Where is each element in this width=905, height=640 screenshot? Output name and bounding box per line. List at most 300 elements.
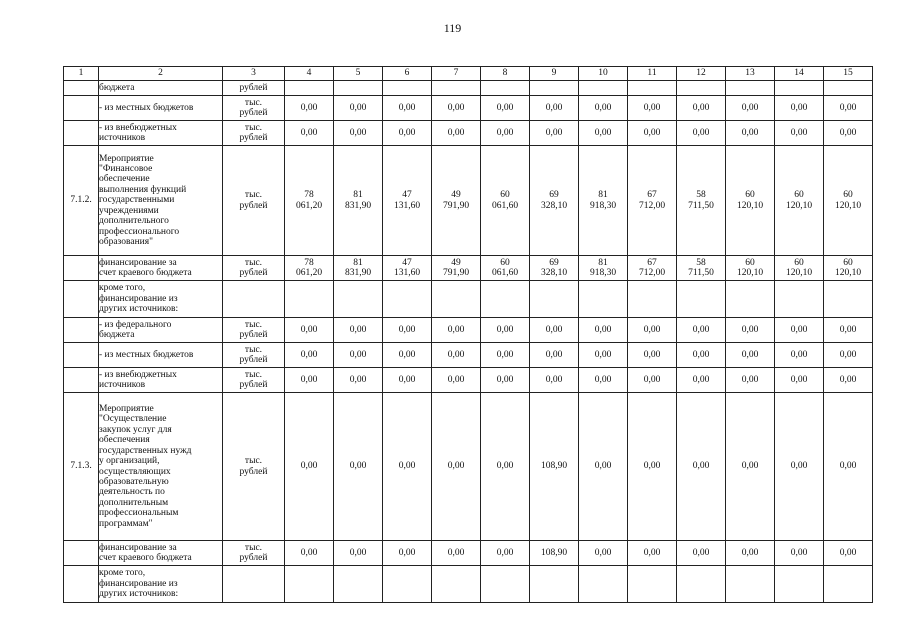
value-text: 0,00	[643, 461, 661, 472]
row-number	[64, 121, 99, 146]
value-text: 0,00	[790, 461, 808, 472]
table-header-row	[64, 67, 873, 81]
value-text: 0,00	[839, 324, 857, 335]
value-text: 60 120,10	[736, 190, 764, 211]
value-cell-col-5	[334, 256, 383, 281]
value-text: 0,00	[349, 102, 367, 113]
value-text: 0,00	[349, 461, 367, 472]
value-text: 0,00	[496, 102, 514, 113]
column-header-9: 9	[530, 67, 579, 81]
value-text: 0,00	[790, 349, 808, 360]
value-cell-col-12	[677, 541, 726, 566]
row-name	[99, 566, 223, 603]
value-text: 0,00	[398, 547, 416, 558]
value-text: 0,00	[839, 374, 857, 385]
value-text: 49 791,90	[442, 257, 470, 278]
value-cell-col-7	[432, 343, 481, 368]
row-unit	[223, 318, 285, 343]
value-cell-col-14	[775, 96, 824, 121]
value-cell-col-14	[775, 318, 824, 343]
row-name	[99, 281, 223, 318]
column-header-14: 14	[775, 67, 824, 81]
value-cell-col-12	[677, 81, 726, 96]
value-cell-col-6	[383, 318, 432, 343]
value-text: 0,00	[741, 349, 759, 360]
value-text: 67 712,00	[638, 190, 666, 211]
value-text: 0,00	[594, 461, 612, 472]
value-text: 0,00	[741, 461, 759, 472]
value-cell-col-12	[677, 146, 726, 256]
value-text: 0,00	[594, 547, 612, 558]
value-text: 0,00	[839, 547, 857, 558]
row-unit	[223, 393, 285, 541]
value-cell-col-11	[628, 281, 677, 318]
row-name-text: - из местных бюджетов	[99, 349, 194, 360]
value-text: 0,00	[741, 374, 759, 385]
value-text: 60 120,10	[785, 190, 813, 211]
row-unit	[223, 541, 285, 566]
value-cell-col-14	[775, 343, 824, 368]
value-text: 58 711,50	[688, 257, 714, 278]
value-cell-col-11	[628, 256, 677, 281]
value-cell-col-6	[383, 146, 432, 256]
value-text: 0,00	[349, 349, 367, 360]
value-cell-col-11	[628, 318, 677, 343]
value-cell-col-4	[285, 566, 334, 603]
row-name	[99, 146, 223, 256]
value-cell-col-12	[677, 566, 726, 603]
value-text: 81 831,90	[344, 257, 372, 278]
value-cell-col-4	[285, 146, 334, 256]
value-text: 0,00	[398, 127, 416, 138]
row-unit-text: тыс. рублей	[239, 369, 268, 390]
value-text: 0,00	[790, 547, 808, 558]
value-cell-col-7	[432, 318, 481, 343]
value-cell-col-7	[432, 566, 481, 603]
value-cell-col-4	[285, 96, 334, 121]
row-name	[99, 393, 223, 541]
value-text: 0,00	[692, 324, 710, 335]
row-unit-text: тыс. рублей	[239, 122, 268, 143]
value-cell-col-7	[432, 96, 481, 121]
value-cell-col-8	[481, 343, 530, 368]
value-cell-col-9	[530, 281, 579, 318]
value-text: 81 918,30	[589, 257, 617, 278]
value-text: 108,90	[540, 547, 568, 558]
value-cell-col-8	[481, 393, 530, 541]
value-text: 0,00	[643, 324, 661, 335]
row-name	[99, 256, 223, 281]
value-text: 0,00	[790, 127, 808, 138]
value-text: 0,00	[398, 102, 416, 113]
value-cell-col-4	[285, 393, 334, 541]
value-cell-col-7	[432, 393, 481, 541]
row-name-text: Мероприятие "Осуществление закупок услуг для обеспечения государственных нужд у организаций, осуществляющих образовательную деятельность по дополнительным профессиональным программам"	[99, 404, 192, 529]
value-text: 81 918,30	[589, 190, 617, 211]
value-text: 0,00	[692, 461, 710, 472]
value-cell-col-4	[285, 256, 334, 281]
value-text: 0,00	[447, 102, 465, 113]
value-text: 0,00	[839, 461, 857, 472]
value-text: 0,00	[741, 102, 759, 113]
value-cell-col-15	[824, 318, 873, 343]
page-number: 119	[443, 21, 462, 35]
row-unit	[223, 343, 285, 368]
row-unit-text: тыс. рублей	[239, 542, 268, 563]
row-number	[64, 343, 99, 368]
value-cell-col-12	[677, 281, 726, 318]
value-cell-col-8	[481, 96, 530, 121]
value-cell-col-14	[775, 81, 824, 96]
row-name-text: - из федерального бюджета	[99, 319, 172, 340]
value-cell-col-14	[775, 281, 824, 318]
value-cell-col-4	[285, 81, 334, 96]
table-row	[64, 96, 873, 121]
value-text: 0,00	[496, 547, 514, 558]
value-cell-col-13	[726, 343, 775, 368]
column-header-3: 3	[223, 67, 285, 81]
row-unit	[223, 281, 285, 318]
row-name-text: - из местных бюджетов	[99, 102, 194, 113]
row-name-text: - из внебюджетных источников	[99, 369, 177, 390]
value-text: 0,00	[545, 374, 563, 385]
row-unit	[223, 566, 285, 603]
value-cell-col-13	[726, 566, 775, 603]
row-unit-text: рублей	[239, 82, 268, 93]
value-text: 60 120,10	[785, 257, 813, 278]
value-cell-col-8	[481, 566, 530, 603]
value-text: 0,00	[300, 547, 318, 558]
column-header-1: 1	[64, 67, 99, 81]
value-text: 0,00	[447, 349, 465, 360]
value-text: 58 711,50	[688, 190, 714, 211]
row-unit-text: тыс. рублей	[239, 190, 268, 211]
value-text: 0,00	[545, 102, 563, 113]
value-text: 0,00	[594, 102, 612, 113]
value-cell-col-10	[579, 541, 628, 566]
value-cell-col-10	[579, 566, 628, 603]
column-header-8: 8	[481, 67, 530, 81]
value-cell-col-6	[383, 121, 432, 146]
value-cell-col-5	[334, 146, 383, 256]
value-cell-col-10	[579, 146, 628, 256]
value-text: 0,00	[594, 349, 612, 360]
value-text: 0,00	[447, 547, 465, 558]
column-header-7: 7	[432, 67, 481, 81]
value-cell-col-12	[677, 121, 726, 146]
row-name-text: - из внебюджетных источников	[99, 122, 177, 143]
value-cell-col-12	[677, 343, 726, 368]
value-cell-col-11	[628, 393, 677, 541]
row-number	[64, 318, 99, 343]
value-text: 60 061,60	[491, 190, 519, 211]
table-row	[64, 343, 873, 368]
column-header-12: 12	[677, 67, 726, 81]
value-cell-col-13	[726, 541, 775, 566]
value-cell-col-9	[530, 121, 579, 146]
value-cell-col-4	[285, 281, 334, 318]
value-text: 0,00	[349, 127, 367, 138]
value-cell-col-9	[530, 146, 579, 256]
value-text: 0,00	[692, 547, 710, 558]
row-name	[99, 318, 223, 343]
value-cell-col-8	[481, 281, 530, 318]
value-text: 0,00	[594, 127, 612, 138]
row-unit-text: тыс. рублей	[239, 456, 268, 477]
value-text: 0,00	[398, 461, 416, 472]
value-cell-col-6	[383, 541, 432, 566]
value-cell-col-4	[285, 368, 334, 393]
row-number	[64, 566, 99, 603]
value-cell-col-10	[579, 256, 628, 281]
row-name-text: финансирование за счет краевого бюджета	[99, 542, 192, 563]
value-text: 108,90	[540, 461, 568, 472]
row-name	[99, 343, 223, 368]
value-text: 0,00	[839, 127, 857, 138]
value-text: 0,00	[447, 324, 465, 335]
value-cell-col-15	[824, 256, 873, 281]
value-cell-col-12	[677, 393, 726, 541]
value-cell-col-4	[285, 318, 334, 343]
value-cell-col-5	[334, 541, 383, 566]
value-cell-col-5	[334, 393, 383, 541]
value-cell-col-9	[530, 541, 579, 566]
value-cell-col-8	[481, 256, 530, 281]
table-row	[64, 281, 873, 318]
value-text: 0,00	[300, 374, 318, 385]
value-cell-col-7	[432, 121, 481, 146]
value-cell-col-8	[481, 121, 530, 146]
row-name	[99, 96, 223, 121]
value-text: 0,00	[741, 547, 759, 558]
value-cell-col-7	[432, 146, 481, 256]
row-name	[99, 81, 223, 96]
value-cell-col-11	[628, 81, 677, 96]
value-cell-col-7	[432, 256, 481, 281]
value-text: 0,00	[398, 374, 416, 385]
value-text: 0,00	[692, 127, 710, 138]
value-text: 69 328,10	[540, 257, 568, 278]
value-cell-col-15	[824, 541, 873, 566]
value-cell-col-11	[628, 121, 677, 146]
table-row	[64, 121, 873, 146]
value-cell-col-12	[677, 96, 726, 121]
value-text: 0,00	[545, 324, 563, 335]
row-unit	[223, 121, 285, 146]
row-name	[99, 121, 223, 146]
value-cell-col-11	[628, 146, 677, 256]
value-cell-col-10	[579, 81, 628, 96]
value-text: 0,00	[447, 461, 465, 472]
row-unit-text: тыс. рублей	[239, 257, 268, 278]
value-cell-col-14	[775, 393, 824, 541]
value-cell-col-9	[530, 566, 579, 603]
value-text: 0,00	[300, 127, 318, 138]
value-cell-col-14	[775, 146, 824, 256]
value-cell-col-14	[775, 368, 824, 393]
column-header-11: 11	[628, 67, 677, 81]
value-text: 69 328,10	[540, 190, 568, 211]
value-text: 0,00	[692, 374, 710, 385]
value-cell-col-9	[530, 96, 579, 121]
value-cell-col-10	[579, 96, 628, 121]
row-unit-text: тыс. рублей	[239, 344, 268, 365]
value-text: 67 712,00	[638, 257, 666, 278]
value-text: 0,00	[496, 127, 514, 138]
value-text: 0,00	[447, 374, 465, 385]
value-cell-col-7	[432, 541, 481, 566]
value-text: 0,00	[496, 324, 514, 335]
row-unit	[223, 146, 285, 256]
value-text: 0,00	[496, 461, 514, 472]
row-name-text: кроме того, финансирование из других источников:	[99, 568, 179, 600]
row-number	[64, 81, 99, 96]
value-cell-col-9	[530, 393, 579, 541]
value-cell-col-6	[383, 256, 432, 281]
value-cell-col-8	[481, 146, 530, 256]
value-cell-col-9	[530, 343, 579, 368]
value-text: 0,00	[398, 349, 416, 360]
value-cell-col-7	[432, 81, 481, 96]
table-row	[64, 81, 873, 96]
value-text: 0,00	[643, 374, 661, 385]
value-text: 0,00	[545, 127, 563, 138]
value-text: 0,00	[741, 127, 759, 138]
value-cell-col-15	[824, 146, 873, 256]
budget-table	[63, 66, 873, 603]
column-header-6: 6	[383, 67, 432, 81]
value-text: 60 120,10	[736, 257, 764, 278]
value-cell-col-10	[579, 393, 628, 541]
value-text: 78 061,20	[295, 190, 323, 211]
value-text: 0,00	[447, 127, 465, 138]
value-cell-col-5	[334, 318, 383, 343]
value-text: 0,00	[349, 324, 367, 335]
value-text: 81 831,90	[344, 190, 372, 211]
value-cell-col-8	[481, 368, 530, 393]
row-number: 7.1.2.	[64, 146, 99, 256]
value-text: 0,00	[790, 102, 808, 113]
column-header-5: 5	[334, 67, 383, 81]
value-cell-col-11	[628, 368, 677, 393]
value-cell-col-13	[726, 393, 775, 541]
value-cell-col-8	[481, 541, 530, 566]
value-text: 0,00	[496, 349, 514, 360]
value-cell-col-4	[285, 541, 334, 566]
value-cell-col-5	[334, 96, 383, 121]
value-text: 0,00	[398, 324, 416, 335]
value-cell-col-13	[726, 81, 775, 96]
value-cell-col-4	[285, 121, 334, 146]
value-cell-col-15	[824, 343, 873, 368]
value-text: 0,00	[692, 102, 710, 113]
row-name-text: финансирование за счет краевого бюджета	[99, 257, 192, 278]
column-header-4: 4	[285, 67, 334, 81]
value-cell-col-13	[726, 281, 775, 318]
value-cell-col-14	[775, 121, 824, 146]
value-text: 78 061,20	[295, 257, 323, 278]
value-text: 47 131,60	[393, 190, 421, 211]
value-text: 0,00	[349, 374, 367, 385]
value-cell-col-15	[824, 96, 873, 121]
value-text: 60 120,10	[834, 257, 862, 278]
value-cell-col-7	[432, 368, 481, 393]
value-cell-col-11	[628, 541, 677, 566]
row-name	[99, 541, 223, 566]
row-number	[64, 541, 99, 566]
value-cell-col-5	[334, 566, 383, 603]
value-text: 0,00	[545, 349, 563, 360]
value-cell-col-13	[726, 318, 775, 343]
value-cell-col-10	[579, 318, 628, 343]
value-cell-col-5	[334, 121, 383, 146]
value-text: 60 061,60	[491, 257, 519, 278]
value-cell-col-11	[628, 566, 677, 603]
value-text: 0,00	[692, 349, 710, 360]
value-cell-col-15	[824, 121, 873, 146]
row-number	[64, 256, 99, 281]
value-cell-col-13	[726, 368, 775, 393]
value-cell-col-13	[726, 96, 775, 121]
table-row	[64, 146, 873, 256]
table-row	[64, 256, 873, 281]
row-name-text: бюджета	[99, 82, 135, 93]
value-cell-col-9	[530, 256, 579, 281]
value-cell-col-5	[334, 81, 383, 96]
value-cell-col-15	[824, 566, 873, 603]
column-header-13: 13	[726, 67, 775, 81]
value-cell-col-4	[285, 343, 334, 368]
value-text: 60 120,10	[834, 190, 862, 211]
value-cell-col-6	[383, 81, 432, 96]
value-text: 0,00	[839, 102, 857, 113]
row-unit-text: тыс. рублей	[239, 97, 268, 118]
row-unit	[223, 81, 285, 96]
row-unit	[223, 256, 285, 281]
value-cell-col-11	[628, 343, 677, 368]
row-name	[99, 368, 223, 393]
value-cell-col-6	[383, 96, 432, 121]
value-text: 0,00	[594, 324, 612, 335]
value-cell-col-6	[383, 281, 432, 318]
value-cell-col-15	[824, 393, 873, 541]
value-cell-col-13	[726, 146, 775, 256]
value-cell-col-14	[775, 541, 824, 566]
table-row	[64, 318, 873, 343]
value-cell-col-10	[579, 343, 628, 368]
value-cell-col-6	[383, 343, 432, 368]
value-cell-col-6	[383, 368, 432, 393]
value-text: 0,00	[741, 324, 759, 335]
value-text: 0,00	[790, 324, 808, 335]
value-cell-col-12	[677, 256, 726, 281]
value-text: 0,00	[300, 349, 318, 360]
value-text: 0,00	[349, 547, 367, 558]
row-name-text: кроме того, финансирование из других источников:	[99, 283, 179, 315]
value-text: 0,00	[643, 102, 661, 113]
row-number	[64, 281, 99, 318]
value-text: 47 131,60	[393, 257, 421, 278]
value-cell-col-6	[383, 566, 432, 603]
table-row	[64, 368, 873, 393]
value-cell-col-5	[334, 281, 383, 318]
value-cell-col-8	[481, 81, 530, 96]
column-header-10: 10	[579, 67, 628, 81]
value-cell-col-13	[726, 256, 775, 281]
value-text: 0,00	[496, 374, 514, 385]
table-row	[64, 566, 873, 603]
value-text: 0,00	[594, 374, 612, 385]
